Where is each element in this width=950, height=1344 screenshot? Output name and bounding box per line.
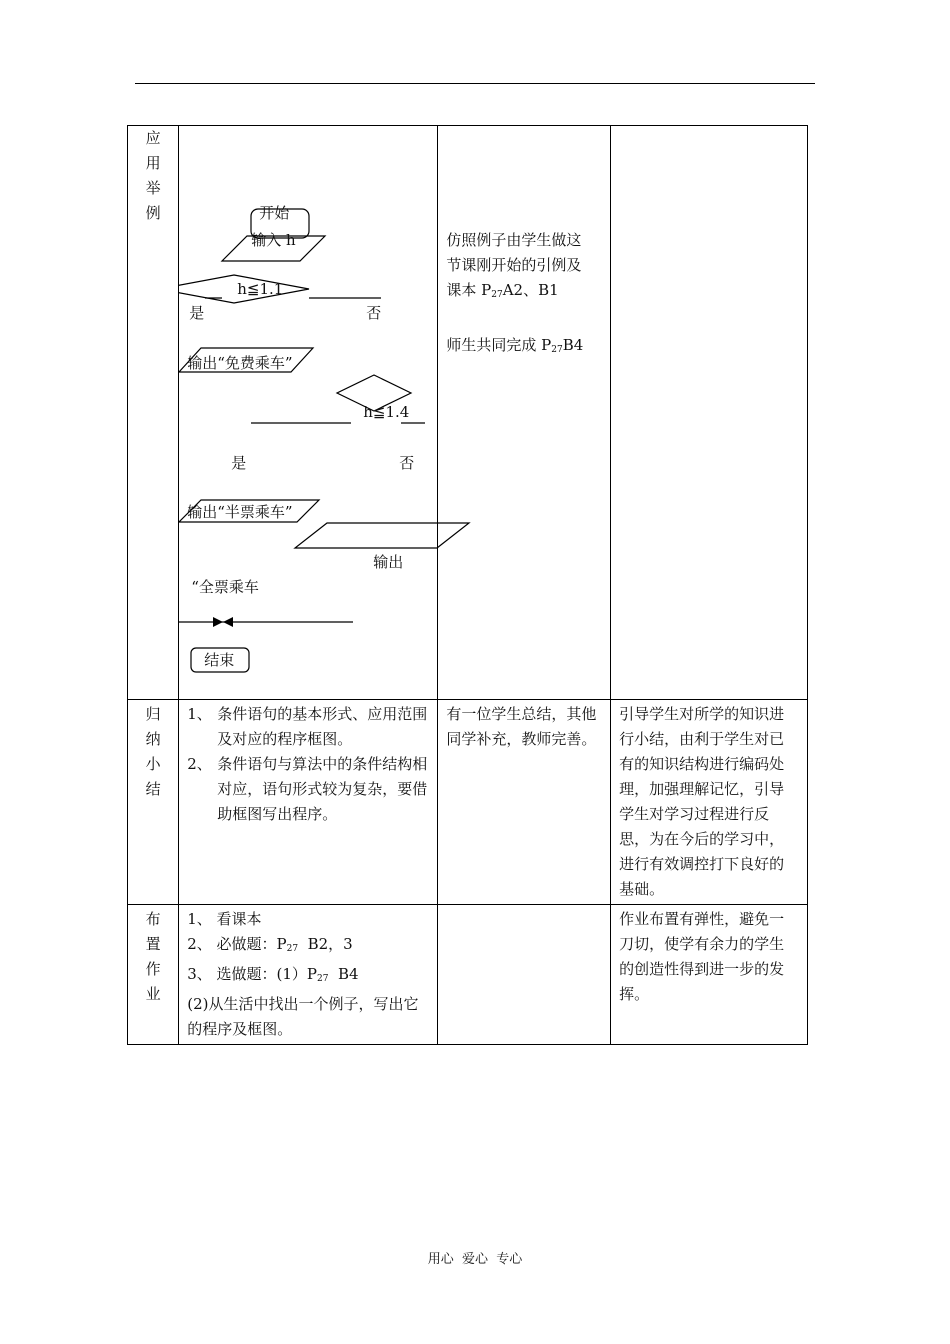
section-label-summary: 归 纳 小 结 — [128, 700, 179, 905]
arrow-right-icon — [213, 617, 223, 627]
flowchart — [179, 126, 437, 698]
student-activity-application: 仿照例子由学生做这 节课刚开始的引例及 课本 $P_{27}A2$、B1 师生共同完成 $P_{27}B4$ — [438, 126, 611, 700]
out3-text: “全票乘车 — [191, 578, 259, 596]
row-summary — [128, 700, 808, 905]
student-activity-summary: 有一位学生总结，其他同学补充，教师完善。 — [438, 700, 611, 905]
list-item: 1、 条件语句的基本形式、应用范围及对应的程序框图。 — [187, 705, 428, 748]
arrow-left-icon — [223, 617, 233, 627]
end-label: 结束 — [204, 651, 235, 669]
yes1-label: 是 — [189, 304, 205, 322]
output-full-parallelogram — [295, 523, 469, 548]
flowchart-shapes — [179, 126, 475, 698]
list-item: 2、 条件语句与算法中的条件结构相对应，语句形式较为复杂，要借助框图写出程序。 — [187, 755, 428, 823]
out2-label: 输出“半票乘车” — [187, 503, 293, 521]
no1-label: 否 — [366, 304, 382, 322]
design-intent-summary: 引导学生对所学的知识进行小结，由利于学生对已有的知识结构进行编码处理，加强理解记忆，引导学生对学习过程进行反思，为在今后的学习中，进行有效调控打下良好的基础。 — [611, 700, 808, 905]
homework-content: 1、 看课本 2、 必做题：$P_{27}$ B2，3 3、 选做题：$(1)P_{27}$ B4 (2)从生活中找出一个例子，写出它的程序及框图。 — [179, 905, 438, 1045]
page-footer: 用心 爱心 专心 — [427, 1252, 523, 1267]
summary-content — [179, 700, 438, 905]
header-rule — [135, 83, 815, 84]
start-label: 开始 — [259, 204, 290, 222]
cond2-label: h≦1.4 — [363, 403, 410, 421]
section-label-application: 应 用 举 例 — [128, 126, 179, 700]
section-label-homework: 布 置 作 业 — [128, 905, 179, 1045]
row-application-example — [128, 126, 808, 700]
out1-label: 输出“免费乘车” — [187, 354, 293, 372]
lesson-plan-table — [127, 125, 808, 1045]
cond1-label: h≦1.1 — [237, 280, 284, 298]
student-activity-homework — [438, 905, 611, 1045]
no2-label: 否 — [399, 454, 415, 472]
flowchart-cell — [179, 126, 438, 700]
out3-label: 输出 — [373, 553, 404, 571]
row-homework — [128, 905, 808, 1045]
design-intent-homework: 作业布置有弹性，避免一刀切，使学有余力的学生的创造性得到进一步的发挥。 — [611, 905, 808, 1045]
input-label: 输入 h — [251, 231, 296, 249]
yes2-label: 是 — [231, 454, 247, 472]
design-intent-application — [611, 126, 808, 700]
